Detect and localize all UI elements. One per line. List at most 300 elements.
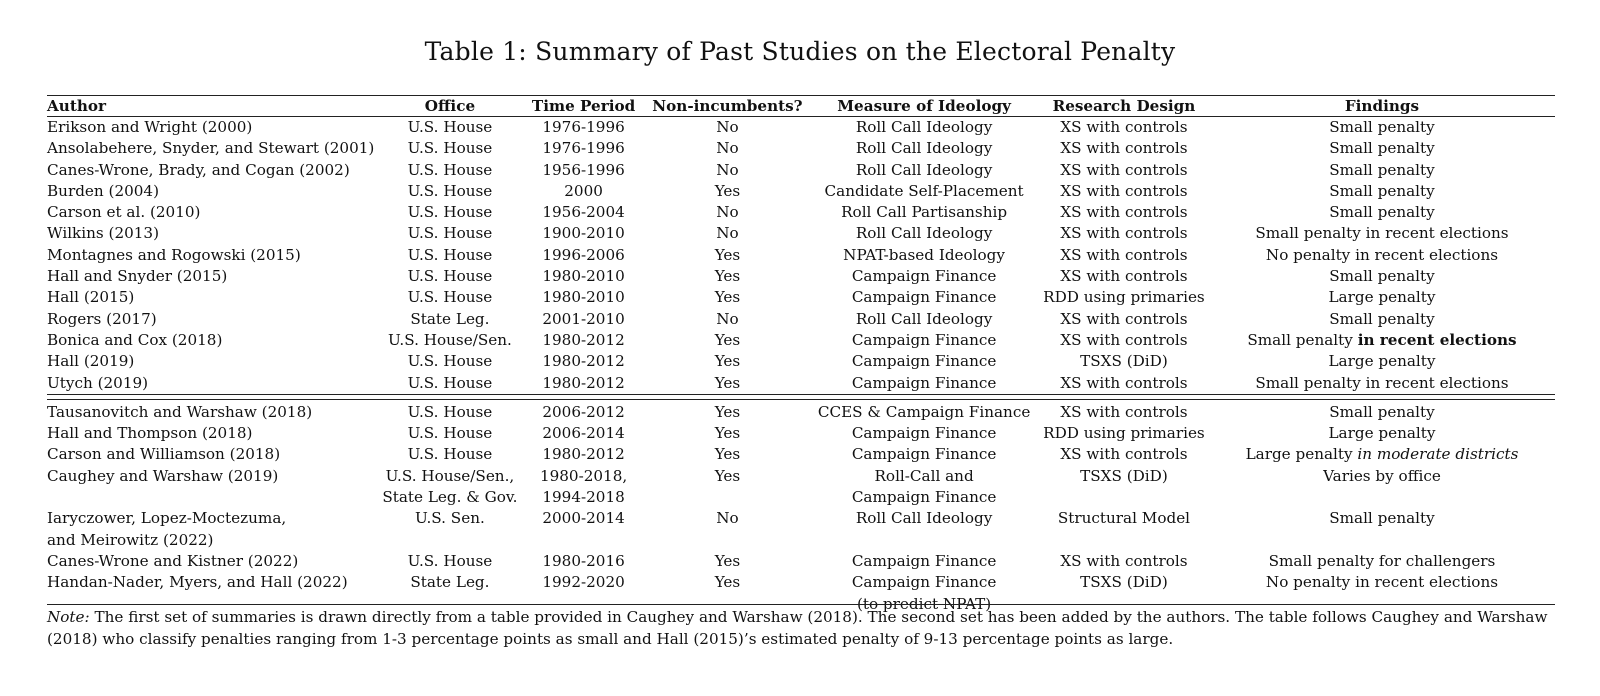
cell-findings xyxy=(1209,508,1555,551)
cell-nonincumbents-text: Yes xyxy=(714,330,741,349)
cell-findings-text: Varies by office xyxy=(1323,466,1441,485)
cell-author xyxy=(47,423,378,444)
cell-nonincumbents-text: Yes xyxy=(714,424,741,443)
header-row xyxy=(47,96,1555,117)
cell-office-text: U.S. House xyxy=(407,245,493,264)
cell-findings xyxy=(1209,202,1555,223)
cell-author-text: Burden (2004) xyxy=(47,181,160,200)
cell-nonincumbents xyxy=(646,223,810,244)
cell-office-text: U.S. House xyxy=(407,445,493,464)
cell-findings xyxy=(1209,287,1555,308)
cell-design-text: XS with controls xyxy=(1060,203,1188,222)
cell-measure-text: Roll Call Ideology xyxy=(855,224,993,243)
cell-design-text: XS with controls xyxy=(1060,181,1188,200)
cell-measure xyxy=(809,508,1039,551)
cell-period-line2: 1994-2018 xyxy=(542,488,625,507)
cell-nonincumbents xyxy=(646,309,810,330)
header-measure: Measure of Ideology xyxy=(837,97,1011,115)
cell-design-text: XS with controls xyxy=(1060,139,1188,158)
cell-office-text: State Leg. xyxy=(410,309,490,328)
cell-design xyxy=(1039,309,1209,330)
cell-period xyxy=(522,266,646,287)
cell-findings xyxy=(1209,551,1555,572)
cell-design xyxy=(1039,508,1209,551)
cell-findings-text: Small penalty xyxy=(1247,330,1353,349)
cell-period xyxy=(522,551,646,572)
cell-office-text: U.S. House xyxy=(407,402,493,421)
cell-period xyxy=(522,245,646,266)
cell-measure-text: Campaign Finance xyxy=(851,352,997,371)
cell-nonincumbents xyxy=(646,245,810,266)
cell-author-text: Wilkins (2013) xyxy=(47,224,160,243)
cell-design xyxy=(1039,223,1209,244)
cell-design-text: TSXS (DiD) xyxy=(1080,466,1168,485)
cell-author-text: Montagnes and Rogowski (2015) xyxy=(47,245,301,264)
cell-author xyxy=(47,444,378,465)
cell-office xyxy=(378,444,521,465)
table-row xyxy=(47,551,1555,572)
cell-period-text: 2000 xyxy=(564,181,603,200)
table-row xyxy=(47,373,1555,395)
cell-measure-text: CCES & Campaign Finance xyxy=(817,402,1031,421)
cell-author-text: Erikson and Wright (2000) xyxy=(47,118,253,136)
bottom-rule xyxy=(47,604,1555,605)
cell-nonincumbents xyxy=(646,399,810,423)
table-body xyxy=(47,117,1555,615)
cell-findings-text: Small penalty xyxy=(1329,309,1435,328)
cell-office xyxy=(378,399,521,423)
cell-nonincumbents-text: Yes xyxy=(714,373,741,392)
cell-period-text: 1956-1996 xyxy=(542,160,625,179)
cell-findings-text: Small penalty xyxy=(1329,181,1435,200)
cell-office-text: U.S. Sen. xyxy=(415,509,485,528)
cell-measure-text: Roll Call Ideology xyxy=(855,160,993,179)
cell-findings-text: Large penalty xyxy=(1245,445,1353,464)
cell-measure-text: Roll Call Ideology xyxy=(855,309,993,328)
table-row xyxy=(47,399,1555,423)
table-row xyxy=(47,266,1555,287)
cell-measure-text: Roll Call Ideology xyxy=(855,509,993,528)
cell-author-text: Canes-Wrone, Brady, and Cogan (2002) xyxy=(47,160,350,179)
cell-findings xyxy=(1209,330,1555,351)
cell-measure-line2: (to predict NPAT) xyxy=(856,594,992,613)
cell-author xyxy=(47,266,378,287)
cell-nonincumbents-text: No xyxy=(716,118,739,136)
cell-office-text: State Leg. xyxy=(410,573,490,592)
cell-measure-text: Candidate Self-Placement xyxy=(824,181,1024,200)
cell-author xyxy=(47,202,378,223)
cell-design-text: RDD using primaries xyxy=(1043,288,1205,307)
cell-period xyxy=(522,351,646,372)
cell-author xyxy=(47,330,378,351)
cell-author xyxy=(47,351,378,372)
cell-nonincumbents xyxy=(646,508,810,551)
cell-period-text: 1980-2012 xyxy=(542,373,625,392)
cell-office xyxy=(378,223,521,244)
cell-office-text: U.S. House/Sen., xyxy=(385,466,515,485)
cell-measure xyxy=(809,351,1039,372)
cell-findings xyxy=(1209,223,1555,244)
cell-period-text: 1980-2012 xyxy=(542,352,625,371)
cell-nonincumbents xyxy=(646,287,810,308)
cell-findings-emphasis: in moderate districts xyxy=(1357,445,1519,464)
cell-nonincumbents-text: No xyxy=(716,160,739,179)
cell-findings xyxy=(1209,181,1555,202)
cell-office-text: U.S. House xyxy=(407,267,493,286)
cell-design xyxy=(1039,266,1209,287)
cell-measure xyxy=(809,287,1039,308)
cell-author xyxy=(47,373,378,395)
table-row xyxy=(47,245,1555,266)
cell-findings xyxy=(1209,266,1555,287)
cell-findings xyxy=(1209,309,1555,330)
cell-nonincumbents xyxy=(646,330,810,351)
cell-nonincumbents-text: Yes xyxy=(714,352,741,371)
cell-measure-line2: Campaign Finance xyxy=(851,488,997,507)
cell-period xyxy=(522,223,646,244)
cell-findings-text: Small penalty in recent elections xyxy=(1255,224,1509,243)
cell-design xyxy=(1039,551,1209,572)
cell-period-text: 1980-2010 xyxy=(542,267,625,286)
cell-findings-text: No penalty in recent elections xyxy=(1265,573,1499,592)
cell-period xyxy=(522,399,646,423)
cell-office xyxy=(378,551,521,572)
cell-measure xyxy=(809,202,1039,223)
cell-nonincumbents xyxy=(646,373,810,395)
cell-nonincumbents xyxy=(646,423,810,444)
table-row xyxy=(47,444,1555,465)
cell-period xyxy=(522,117,646,139)
cell-office xyxy=(378,138,521,159)
cell-nonincumbents xyxy=(646,138,810,159)
cell-findings-text: Small penalty xyxy=(1329,203,1435,222)
cell-measure-text: Roll Call Partisanship xyxy=(841,203,1008,222)
note-text: The first set of summaries is drawn directly from a table provided in Caughey and Warshaw (2018). The second set has been added by the authors. The table follows Caughey and Warshaw (2018) who classify penalties ranging from 1-3 percentage points as small and Hall (2015)’s estimated penalty of 9-13 percentage points as large. xyxy=(47,608,1548,648)
header-office: Office xyxy=(424,97,476,115)
cell-design xyxy=(1039,466,1209,509)
cell-period xyxy=(522,160,646,181)
cell-author-text: Ansolabehere, Snyder, and Stewart (2001) xyxy=(47,139,375,158)
table-row xyxy=(47,160,1555,181)
cell-measure xyxy=(809,309,1039,330)
cell-author-text: Handan-Nader, Myers, and Hall (2022) xyxy=(47,573,348,592)
cell-nonincumbents-text: No xyxy=(716,309,739,328)
cell-office-text: U.S. House/Sen. xyxy=(388,330,512,349)
cell-nonincumbents-text: No xyxy=(716,224,739,243)
cell-findings xyxy=(1209,160,1555,181)
cell-period xyxy=(522,287,646,308)
table-row xyxy=(47,351,1555,372)
cell-design xyxy=(1039,245,1209,266)
cell-author-text: Iaryczower, Lopez-Moctezuma, xyxy=(47,509,287,528)
cell-period xyxy=(522,373,646,395)
cell-design-text: XS with controls xyxy=(1060,118,1188,136)
cell-period-text: 1976-1996 xyxy=(542,139,625,158)
cell-design xyxy=(1039,287,1209,308)
header-design: Research Design xyxy=(1052,97,1196,115)
cell-design-text: XS with controls xyxy=(1060,224,1188,243)
cell-measure-text: Campaign Finance xyxy=(851,551,997,570)
cell-measure xyxy=(809,181,1039,202)
table-note xyxy=(47,606,1557,650)
cell-period-text: 1900-2010 xyxy=(542,224,625,243)
cell-office-line2: State Leg. & Gov. xyxy=(382,488,518,507)
cell-measure-text: Campaign Finance xyxy=(851,424,997,443)
cell-nonincumbents xyxy=(646,202,810,223)
cell-author-text: Carson et al. (2010) xyxy=(47,203,201,222)
cell-findings-text: Small penalty xyxy=(1329,118,1435,136)
cell-period-text: 2000-2014 xyxy=(542,509,625,528)
cell-office xyxy=(378,373,521,395)
cell-period xyxy=(522,444,646,465)
header-nonincumbents: Non-incumbents? xyxy=(652,97,803,115)
cell-design xyxy=(1039,373,1209,395)
cell-author-text: Utych (2019) xyxy=(47,373,149,392)
cell-nonincumbents xyxy=(646,551,810,572)
cell-measure xyxy=(809,223,1039,244)
cell-measure xyxy=(809,399,1039,423)
cell-author xyxy=(47,245,378,266)
cell-period-text: 1996-2006 xyxy=(542,245,625,264)
cell-measure xyxy=(809,423,1039,444)
cell-office-text: U.S. House xyxy=(407,352,493,371)
cell-findings xyxy=(1209,117,1555,139)
cell-findings-text: Small penalty xyxy=(1329,267,1435,286)
cell-design-text: TSXS (DiD) xyxy=(1080,573,1168,592)
cell-author-text: Carson and Williamson (2018) xyxy=(47,445,281,464)
cell-office-text: U.S. House xyxy=(407,203,493,222)
cell-measure-text: Campaign Finance xyxy=(851,573,997,592)
cell-period-text: 1980-2010 xyxy=(542,288,625,307)
cell-findings xyxy=(1209,444,1555,465)
cell-design-text: XS with controls xyxy=(1060,160,1188,179)
cell-measure-text: Campaign Finance xyxy=(851,288,997,307)
cell-office-text: U.S. House xyxy=(407,373,493,392)
cell-findings xyxy=(1209,138,1555,159)
cell-design-text: RDD using primaries xyxy=(1043,424,1205,443)
cell-author xyxy=(47,160,378,181)
cell-design xyxy=(1039,138,1209,159)
cell-measure xyxy=(809,245,1039,266)
table-row xyxy=(47,423,1555,444)
cell-office-text: U.S. House xyxy=(407,551,493,570)
cell-author xyxy=(47,138,378,159)
cell-office xyxy=(378,287,521,308)
cell-period-text: 1980-2012 xyxy=(542,445,625,464)
cell-measure xyxy=(809,466,1039,509)
cell-office xyxy=(378,330,521,351)
cell-nonincumbents-text: Yes xyxy=(714,551,741,570)
cell-author xyxy=(47,508,378,551)
table-row xyxy=(47,508,1555,551)
cell-office-text: U.S. House xyxy=(407,424,493,443)
cell-office xyxy=(378,245,521,266)
cell-findings-text: No penalty in recent elections xyxy=(1265,245,1499,264)
cell-design-text: TSXS (DiD) xyxy=(1080,352,1168,371)
cell-findings-text: Small penalty xyxy=(1329,160,1435,179)
cell-measure-text: Roll Call Ideology xyxy=(855,118,993,136)
table-row xyxy=(47,330,1555,351)
cell-measure-text: Campaign Finance xyxy=(851,267,997,286)
cell-findings-text: Large penalty xyxy=(1328,424,1436,443)
cell-design xyxy=(1039,202,1209,223)
cell-design-text: XS with controls xyxy=(1060,267,1188,286)
header-period: Time Period xyxy=(531,97,636,115)
cell-measure-text: NPAT-based Ideology xyxy=(843,245,1005,264)
cell-office xyxy=(378,160,521,181)
cell-findings-emphasis: in recent elections xyxy=(1357,330,1517,349)
cell-findings-text: Small penalty xyxy=(1329,139,1435,158)
table-caption: Table 1: Summary of Past Studies on the Electoral Penalty xyxy=(424,37,1176,66)
cell-findings-text: Small penalty for challengers xyxy=(1268,551,1496,570)
header-author: Author xyxy=(47,97,107,115)
cell-nonincumbents xyxy=(646,466,810,509)
cell-author-text: Rogers (2017) xyxy=(47,309,157,328)
cell-office-text: U.S. House xyxy=(407,288,493,307)
cell-findings-text: Small penalty xyxy=(1329,509,1435,528)
cell-author xyxy=(47,223,378,244)
cell-measure xyxy=(809,444,1039,465)
header-findings: Findings xyxy=(1344,97,1420,115)
cell-office xyxy=(378,508,521,551)
cell-nonincumbents-text: Yes xyxy=(714,445,741,464)
cell-office xyxy=(378,266,521,287)
cell-author-text: Hall (2019) xyxy=(47,352,135,371)
cell-nonincumbents-text: No xyxy=(716,509,739,528)
cell-findings-text: Small penalty xyxy=(1329,402,1435,421)
cell-design-text: Structural Model xyxy=(1057,509,1191,528)
cell-findings-text: Small penalty in recent elections xyxy=(1255,373,1509,392)
cell-author-text: Tausanovitch and Warshaw (2018) xyxy=(47,402,313,421)
cell-office xyxy=(378,351,521,372)
cell-measure xyxy=(809,138,1039,159)
cell-findings xyxy=(1209,399,1555,423)
cell-period xyxy=(522,466,646,509)
cell-measure-text: Roll Call Ideology xyxy=(855,139,993,158)
cell-findings xyxy=(1209,466,1555,509)
cell-author xyxy=(47,466,378,509)
cell-design xyxy=(1039,399,1209,423)
cell-author-text: Canes-Wrone and Kistner (2022) xyxy=(47,551,299,570)
cell-author xyxy=(47,551,378,572)
cell-author-text: Bonica and Cox (2018) xyxy=(47,330,223,349)
studies-table xyxy=(47,95,1555,615)
cell-nonincumbents-text: Yes xyxy=(714,466,741,485)
cell-nonincumbents-text: Yes xyxy=(714,402,741,421)
table-row xyxy=(47,466,1555,509)
table-row xyxy=(47,309,1555,330)
cell-period-text: 2006-2014 xyxy=(542,424,625,443)
cell-findings-text: Large penalty xyxy=(1328,288,1436,307)
cell-design xyxy=(1039,351,1209,372)
cell-period xyxy=(522,181,646,202)
cell-nonincumbents-text: Yes xyxy=(714,573,741,592)
cell-author xyxy=(47,287,378,308)
cell-office xyxy=(378,466,521,509)
cell-nonincumbents-text: Yes xyxy=(714,288,741,307)
cell-period-text: 2006-2012 xyxy=(542,402,625,421)
cell-nonincumbents-text: No xyxy=(716,139,739,158)
cell-nonincumbents xyxy=(646,266,810,287)
cell-period xyxy=(522,309,646,330)
table-row xyxy=(47,117,1555,139)
cell-nonincumbents xyxy=(646,117,810,139)
cell-findings xyxy=(1209,245,1555,266)
cell-author-line2: and Meirowitz (2022) xyxy=(47,530,214,549)
cell-design xyxy=(1039,160,1209,181)
cell-nonincumbents xyxy=(646,351,810,372)
cell-findings-text: Large penalty xyxy=(1328,352,1436,371)
cell-period xyxy=(522,330,646,351)
note-label: Note: xyxy=(47,608,90,626)
table-row xyxy=(47,202,1555,223)
cell-office xyxy=(378,202,521,223)
cell-period-text: 1980-2018, xyxy=(539,466,628,485)
cell-design-text: XS with controls xyxy=(1060,330,1188,349)
cell-office xyxy=(378,309,521,330)
cell-office-text: U.S. House xyxy=(407,224,493,243)
table-row xyxy=(47,138,1555,159)
cell-period xyxy=(522,202,646,223)
cell-period xyxy=(522,138,646,159)
cell-measure-text: Roll-Call and xyxy=(874,466,974,485)
cell-author-text: Hall (2015) xyxy=(47,288,135,307)
cell-measure xyxy=(809,117,1039,139)
cell-design xyxy=(1039,117,1209,139)
table-row xyxy=(47,287,1555,308)
cell-nonincumbents-text: Yes xyxy=(714,181,741,200)
cell-measure xyxy=(809,330,1039,351)
cell-findings xyxy=(1209,373,1555,395)
cell-design-text: XS with controls xyxy=(1060,551,1188,570)
cell-findings xyxy=(1209,351,1555,372)
cell-period-text: 1992-2020 xyxy=(542,573,625,592)
cell-measure-text: Campaign Finance xyxy=(851,445,997,464)
cell-period-text: 1976-1996 xyxy=(542,118,625,136)
cell-nonincumbents-text: Yes xyxy=(714,245,741,264)
cell-office-text: U.S. House xyxy=(407,139,493,158)
cell-design-text: XS with controls xyxy=(1060,445,1188,464)
cell-measure-text: Campaign Finance xyxy=(851,373,997,392)
cell-nonincumbents xyxy=(646,444,810,465)
cell-period xyxy=(522,423,646,444)
cell-design-text: XS with controls xyxy=(1060,402,1188,421)
cell-office-text: U.S. House xyxy=(407,118,493,136)
table-row xyxy=(47,181,1555,202)
cell-measure xyxy=(809,373,1039,395)
cell-office xyxy=(378,423,521,444)
cell-nonincumbents-text: Yes xyxy=(714,267,741,286)
cell-design-text: XS with controls xyxy=(1060,309,1188,328)
cell-author-text: Hall and Snyder (2015) xyxy=(47,267,228,286)
cell-period xyxy=(522,508,646,551)
cell-nonincumbents xyxy=(646,160,810,181)
cell-findings xyxy=(1209,423,1555,444)
cell-nonincumbents-text: No xyxy=(716,203,739,222)
cell-design-text: XS with controls xyxy=(1060,245,1188,264)
cell-nonincumbents xyxy=(646,181,810,202)
cell-office-text: U.S. House xyxy=(407,160,493,179)
cell-author-text: Caughey and Warshaw (2019) xyxy=(47,466,279,485)
cell-period-text: 1980-2016 xyxy=(542,551,625,570)
cell-author-text: Hall and Thompson (2018) xyxy=(47,424,253,443)
cell-measure xyxy=(809,551,1039,572)
cell-design xyxy=(1039,423,1209,444)
cell-measure xyxy=(809,160,1039,181)
table-row xyxy=(47,223,1555,244)
cell-design xyxy=(1039,330,1209,351)
cell-author xyxy=(47,309,378,330)
